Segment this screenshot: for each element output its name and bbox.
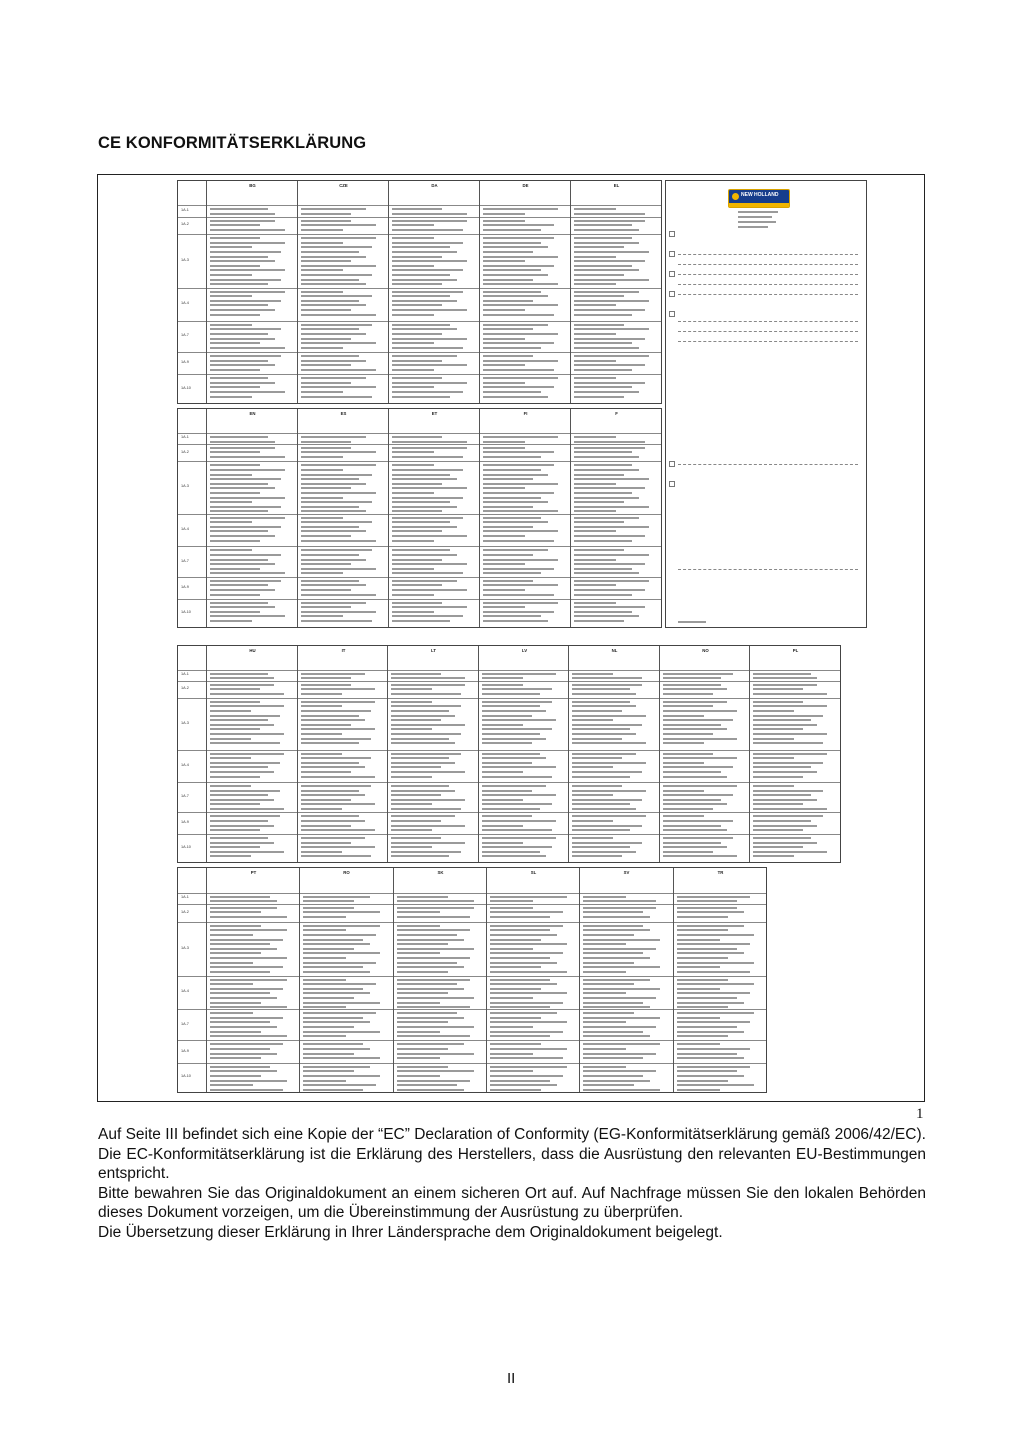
language-column xyxy=(388,409,480,627)
language-code: DE xyxy=(522,183,529,188)
language-code: EN xyxy=(249,411,256,416)
declaration-sheet-top xyxy=(177,180,867,628)
language-column xyxy=(297,181,389,403)
row-label: 1A.10 xyxy=(181,386,191,390)
language-column xyxy=(206,868,300,1092)
row-label: 1A.1 xyxy=(181,895,189,899)
language-code: HU xyxy=(249,648,256,653)
row-label: 1A.1 xyxy=(181,672,189,676)
language-column xyxy=(579,868,673,1092)
language-code: DA xyxy=(431,183,438,188)
language-code: BG xyxy=(249,183,256,188)
row-label: 1A.1 xyxy=(181,435,189,439)
page-heading: CE KONFORMITÄTSERKLÄRUNG xyxy=(98,134,367,152)
declaration-sheet-bottom xyxy=(177,645,841,1093)
language-code: EL xyxy=(613,183,620,188)
row-label: 1A.3 xyxy=(181,484,189,488)
language-code: SL xyxy=(530,870,537,875)
language-column xyxy=(568,646,660,862)
paragraph-2: Die EC‑Konformitätserklärung ist die Erklärung des Herstellers, dass die Ausrüstung den relevanten EU‑Bestimmungen entspricht. xyxy=(98,1145,926,1183)
row-label: 1A.3 xyxy=(181,946,189,950)
language-column xyxy=(570,409,662,627)
language-code: TR xyxy=(717,870,724,875)
paragraph-4: Die Übersetzung dieser Erklärung in Ihrer Ländersprache dem Originaldokument beigelegt. xyxy=(98,1223,723,1241)
row-label: 1A.10 xyxy=(181,845,191,849)
language-code: RO xyxy=(343,870,350,875)
language-code: PL xyxy=(792,648,799,653)
language-code: IT xyxy=(341,648,346,653)
language-code: SK xyxy=(437,870,444,875)
language-column xyxy=(673,868,767,1092)
language-grid-block-2 xyxy=(177,408,662,628)
row-label: 1A.1 xyxy=(181,208,189,212)
row-label: 1A.3 xyxy=(181,721,189,725)
row-label: 1A.4 xyxy=(181,527,189,531)
row-label: 1A.9 xyxy=(181,1049,189,1053)
row-label: 1A.9 xyxy=(181,585,189,589)
language-grid-block-4 xyxy=(177,867,767,1093)
page-number: II xyxy=(507,1370,516,1387)
new-holland-logo xyxy=(728,189,790,208)
language-code: ET xyxy=(431,411,438,416)
row-label: 1A.2 xyxy=(181,450,189,454)
language-code: SV xyxy=(623,870,630,875)
row-label: 1A.2 xyxy=(181,686,189,690)
row-label: 1A.9 xyxy=(181,820,189,824)
logo-text: NEW HOLLAND xyxy=(741,192,779,198)
language-column xyxy=(570,181,662,403)
row-label: 1A.2 xyxy=(181,910,189,914)
paragraph-3: Bitte bewahren Sie das Originaldokument an einem sicheren Ort auf. Auf Nachfrage müssen Sie den lokalen Behörden dieses Dokument vorzeigen, um die Übereinstimmung der Ausrüstung zu überprüfen. xyxy=(98,1184,926,1222)
language-code: CZE xyxy=(339,183,348,188)
leaf-icon xyxy=(732,193,739,200)
language-code: LV xyxy=(521,648,528,653)
row-label: 1A.7 xyxy=(181,333,189,337)
row-label: 1A.4 xyxy=(181,763,189,767)
language-column xyxy=(297,646,389,862)
language-column xyxy=(297,409,389,627)
language-column xyxy=(478,646,570,862)
row-label: 1A.7 xyxy=(181,559,189,563)
language-grid-block-3 xyxy=(177,645,841,863)
language-column xyxy=(206,409,298,627)
language-column xyxy=(393,868,487,1092)
language-code: PT xyxy=(250,870,257,875)
row-label: 1A.10 xyxy=(181,610,191,614)
signature-panel xyxy=(665,180,867,628)
language-column xyxy=(206,181,298,403)
language-column xyxy=(486,868,580,1092)
language-column xyxy=(659,646,751,862)
body-text xyxy=(98,1125,926,1243)
language-code: FI xyxy=(523,411,528,416)
row-label: 1A.9 xyxy=(181,360,189,364)
figure-number: 1 xyxy=(916,1106,924,1122)
language-code: NO xyxy=(702,648,709,653)
language-column xyxy=(299,868,393,1092)
language-code: NL xyxy=(611,648,618,653)
row-label: 1A.7 xyxy=(181,1022,189,1026)
language-column xyxy=(388,181,480,403)
language-column xyxy=(387,646,479,862)
paragraph-1: Auf Seite III befindet sich eine Kopie der “EC” Declaration of Conformity (EG‑Konformitätserklärung gemäß 2006/42/EC). xyxy=(98,1126,926,1143)
row-label: 1A.7 xyxy=(181,794,189,798)
language-column xyxy=(479,409,571,627)
language-column xyxy=(479,181,571,403)
row-label: 1A.4 xyxy=(181,301,189,305)
language-code: F xyxy=(615,411,618,416)
language-code: ES xyxy=(340,411,347,416)
row-label: 1A.2 xyxy=(181,222,189,226)
row-label: 1A.10 xyxy=(181,1074,191,1078)
language-grid-block-1 xyxy=(177,180,662,404)
row-label: 1A.4 xyxy=(181,989,189,993)
declaration-of-conformity-image xyxy=(97,174,925,1102)
row-label: 1A.3 xyxy=(181,258,189,262)
language-column xyxy=(206,646,298,862)
language-code: LT xyxy=(431,648,436,653)
language-column xyxy=(749,646,841,862)
